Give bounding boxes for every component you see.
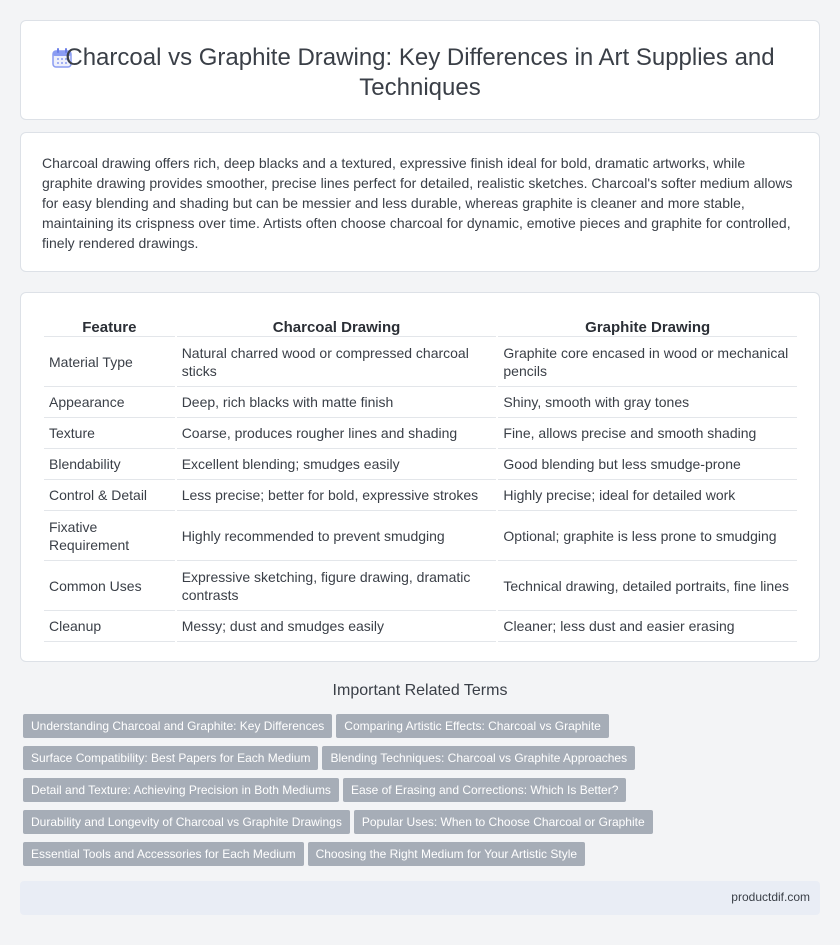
graphite-cell: Fine, allows precise and smooth shading — [498, 418, 797, 449]
related-term-tag[interactable]: Durability and Longevity of Charcoal vs Graphite Drawings — [23, 810, 350, 834]
related-terms-list — [23, 714, 823, 874]
graphite-cell: Optional; graphite is less prone to smudging — [498, 511, 797, 561]
feature-cell: Fixative Requirement — [44, 511, 175, 561]
feature-cell: Cleanup — [44, 611, 175, 642]
intro-card — [20, 132, 820, 272]
feature-cell: Texture — [44, 418, 175, 449]
feature-cell: Material Type — [44, 337, 175, 387]
charcoal-cell: Excellent blending; smudges easily — [177, 449, 497, 480]
graphite-cell: Cleaner; less dust and easier erasing — [498, 611, 797, 642]
table-row — [44, 480, 797, 511]
charcoal-cell: Deep, rich blacks with matte finish — [177, 387, 497, 418]
charcoal-cell: Messy; dust and smudges easily — [177, 611, 497, 642]
related-term-tag[interactable]: Choosing the Right Medium for Your Artistic Style — [308, 842, 585, 866]
charcoal-cell: Natural charred wood or compressed charcoal sticks — [177, 337, 497, 387]
related-term-tag[interactable]: Blending Techniques: Charcoal vs Graphite Approaches — [322, 746, 635, 770]
related-terms-heading: Important Related Terms — [332, 682, 508, 699]
charcoal-cell: Less precise; better for bold, expressive strokes — [177, 480, 497, 511]
comparison-table-card — [20, 292, 820, 662]
footer-site-link[interactable]: productdif.com — [731, 890, 810, 904]
graphite-cell: Technical drawing, detailed portraits, fine lines — [498, 561, 797, 611]
column-header-feature: Feature — [44, 315, 175, 337]
table-row — [44, 337, 797, 387]
table-row — [44, 561, 797, 611]
charcoal-cell: Expressive sketching, figure drawing, dramatic contrasts — [177, 561, 497, 611]
page-title: Charcoal vs Graphite Drawing: Key Differences in Art Supplies and Techniques — [65, 44, 775, 101]
feature-cell: Appearance — [44, 387, 175, 418]
intro-paragraph: Charcoal drawing offers rich, deep blacks and a textured, expressive finish ideal for bold, dramatic artworks, while graphite drawing provides smoother, precise lines perfect for detailed, realistic sketches. Charcoal's softer medium allows for easy blending and shading but can be messier and less durable, whereas graphite is cleaner and more stable, maintaining its crispness over time. Artists often choose charcoal for dynamic, emotive pieces and graphite for controlled, finely rendered drawings. — [42, 155, 793, 251]
charcoal-cell: Coarse, produces rougher lines and shading — [177, 418, 497, 449]
graphite-cell: Highly precise; ideal for detailed work — [498, 480, 797, 511]
title-card — [20, 20, 820, 120]
related-term-tag[interactable]: Ease of Erasing and Corrections: Which Is Better? — [343, 778, 626, 802]
graphite-cell: Good blending but less smudge-prone — [498, 449, 797, 480]
footer-bar — [20, 881, 820, 915]
column-header-charcoal: Charcoal Drawing — [177, 315, 497, 337]
table-row — [44, 387, 797, 418]
feature-cell: Blendability — [44, 449, 175, 480]
related-term-tag[interactable]: Comparing Artistic Effects: Charcoal vs Graphite — [336, 714, 609, 738]
related-term-tag[interactable]: Understanding Charcoal and Graphite: Key Differences — [23, 714, 332, 738]
table-row — [44, 449, 797, 480]
feature-cell: Common Uses — [44, 561, 175, 611]
feature-cell: Control & Detail — [44, 480, 175, 511]
related-term-tag[interactable]: Detail and Texture: Achieving Precision in Both Mediums — [23, 778, 339, 802]
table-row — [44, 611, 797, 642]
table-header-row — [44, 315, 797, 337]
related-term-tag[interactable]: Essential Tools and Accessories for Each Medium — [23, 842, 304, 866]
comparison-table — [42, 315, 799, 642]
related-term-tag[interactable]: Popular Uses: When to Choose Charcoal or Graphite — [354, 810, 653, 834]
table-row — [44, 511, 797, 561]
graphite-cell: Shiny, smooth with gray tones — [498, 387, 797, 418]
charcoal-cell: Highly recommended to prevent smudging — [177, 511, 497, 561]
table-row — [44, 418, 797, 449]
graphite-cell: Graphite core encased in wood or mechanical pencils — [498, 337, 797, 387]
column-header-graphite: Graphite Drawing — [498, 315, 797, 337]
related-term-tag[interactable]: Surface Compatibility: Best Papers for Each Medium — [23, 746, 318, 770]
